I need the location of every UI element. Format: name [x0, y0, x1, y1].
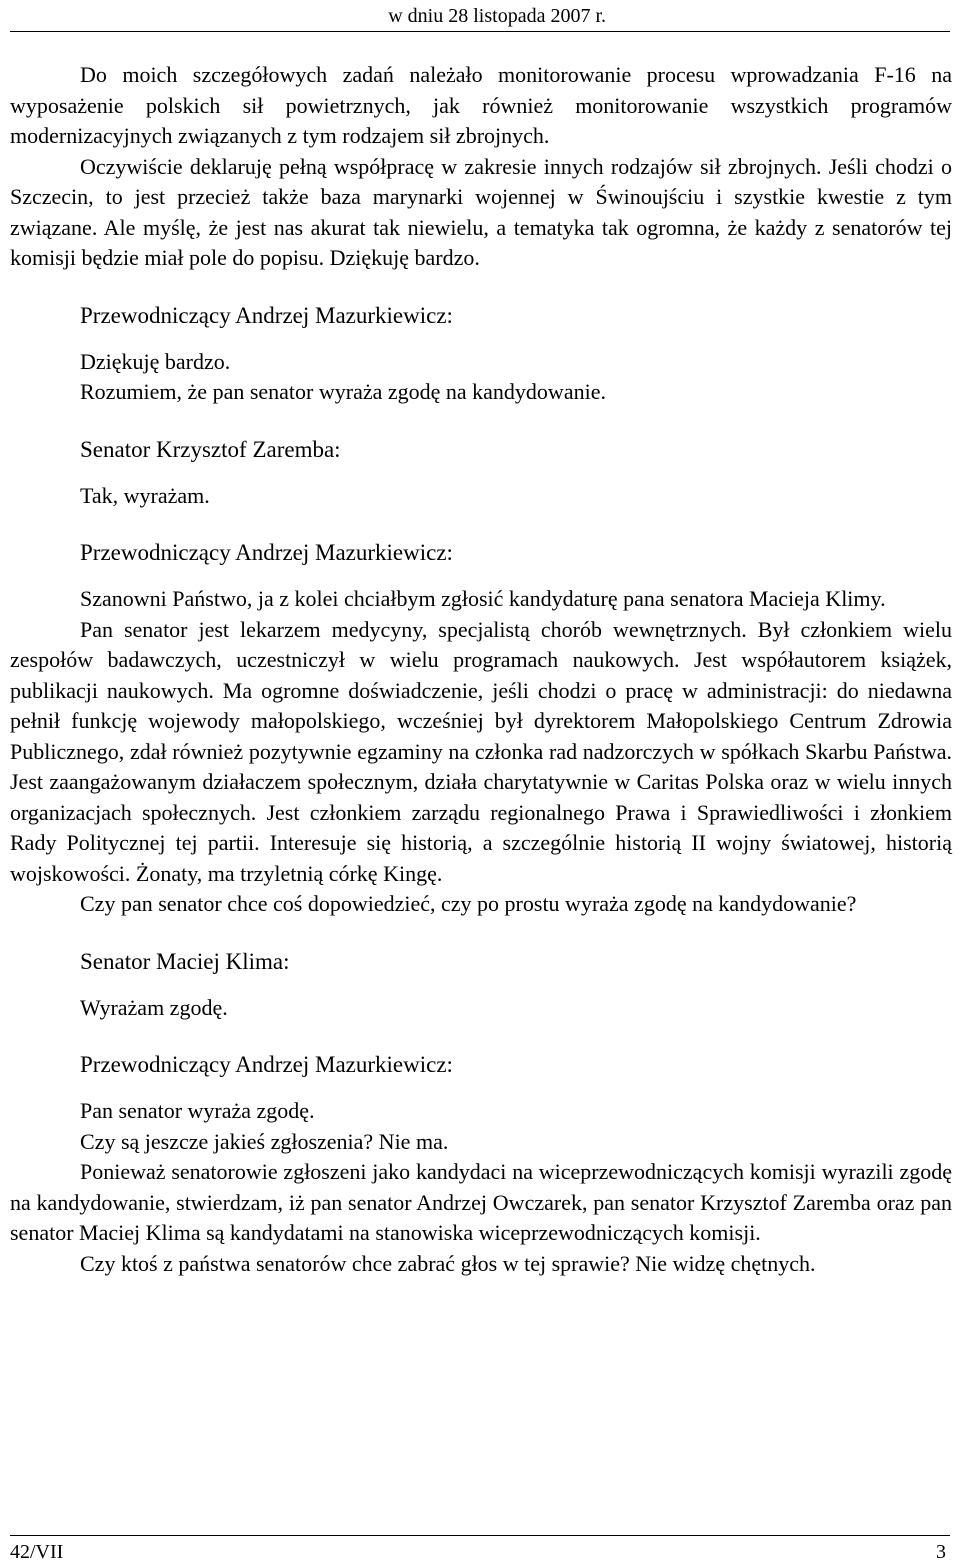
paragraph: Czy ktoś z państwa senatorów chce zabrać głos w tej sprawie? Nie widzę chętnych. [80, 1250, 816, 1276]
paragraph: Tak, wyrażam. [80, 482, 210, 508]
paragraph: Ponieważ senatorowie zgłoszeni jako kandydaci na wiceprzewodniczących komisji wyrazili zgodę na kandydowanie, stwierdzam, iż pan senator Andrzej Owczarek, pan senator Krzysztof Zaremba oraz pan senator Maciej Klima są kandydatami na stanowiska wiceprzewodniczących komisji. [10, 1159, 952, 1245]
speaker-heading: Przewodniczący Andrzej Mazurkiewicz: [80, 302, 453, 328]
speaker-heading: Senator Krzysztof Zaremba: [80, 436, 341, 462]
paragraph: Do moich szczegółowych zadań należało monitorowanie procesu wprowadzania F-16 na wyposażenie polskich sił powietrznych, jak również monitorowanie wszystkich programów modernizacyjnych związanych z tym rodzajem sił zbrojnych. [10, 62, 952, 148]
paragraph: Rozumiem, że pan senator wyraża zgodę na kandydowanie. [80, 379, 606, 404]
paragraph: Szanowni Państwo, ja z kolei chciałbym zgłosić kandydaturę pana senatora Macieja Klimy. [80, 586, 886, 611]
paragraph: Oczywiście deklaruję pełną współpracę w zakresie innych rodzajów sił zbrojnych. Jeśli chodzi o Szczecin, to jest przecież także baza marynarki wojennej w Świnoujściu i szystkie kwestie z tym związane. Ale myślę, że jest nas akurat tak niewielu, a tematyka tak ogromna, że każdy z senatorów tej komisji będzie miał pole do popisu. Dziękuję bardzo. [10, 153, 952, 270]
speaker-heading: Przewodniczący Andrzej Mazurkiewicz: [80, 1052, 453, 1077]
document-body [10, 60, 952, 1279]
footer-document-number: 42/VII [10, 1541, 64, 1563]
paragraph: Pan senator jest lekarzem medycyny, specjalistą chorób wewnętrznych. Był członkiem wielu zespołów badawczych, uczestniczył w wielu programach naukowych. Jest współautorem książek, publikacji naukowych. Ma ogromne doświadczenie, jeśli chodzi o pracę w administracji: do niedawna pełnił funkcję wojewody małopolskiego, wcześniej był dyrektorem Małopolskiego Centrum Zdrowia Publicznego, zdał również pozytywnie egzaminy na członka rad nadzorczych w spółkach Skarbu Państwa. Jest zaangażowanym działaczem społecznym, działa charytatywnie w Caritas Polska oraz w wielu innych organizacjach społecznych. Jest członkiem zarządu regionalnego Prawa i Sprawiedliwości i złonkiem Rady Politycznej tej partii. Interesuje się historią, a szczególnie historią II wojny światowej, historią wojskowości. Żonaty, ma trzyletnią córkę Kingę. [10, 616, 952, 886]
paragraph: Dziękuję bardzo. [80, 348, 231, 374]
paragraph: Czy pan senator chce coś dopowiedzieć, czy po prostu wyraża zgodę na kandydowanie? [80, 891, 857, 916]
page-header-date: w dniu 28 listopada 2007 r. [388, 5, 606, 27]
speaker-heading: Senator Maciej Klima: [80, 948, 290, 974]
footer-page-number: 3 [936, 1541, 946, 1563]
paragraph: Czy są jeszcze jakieś zgłoszenia? Nie ma. [80, 1128, 449, 1154]
paragraph: Wyrażam zgodę. [80, 994, 228, 1020]
header-rule [10, 31, 950, 32]
footer-rule [10, 1535, 950, 1536]
speaker-heading: Przewodniczący Andrzej Mazurkiewicz: [80, 540, 453, 565]
paragraph: Pan senator wyraża zgodę. [80, 1098, 315, 1123]
